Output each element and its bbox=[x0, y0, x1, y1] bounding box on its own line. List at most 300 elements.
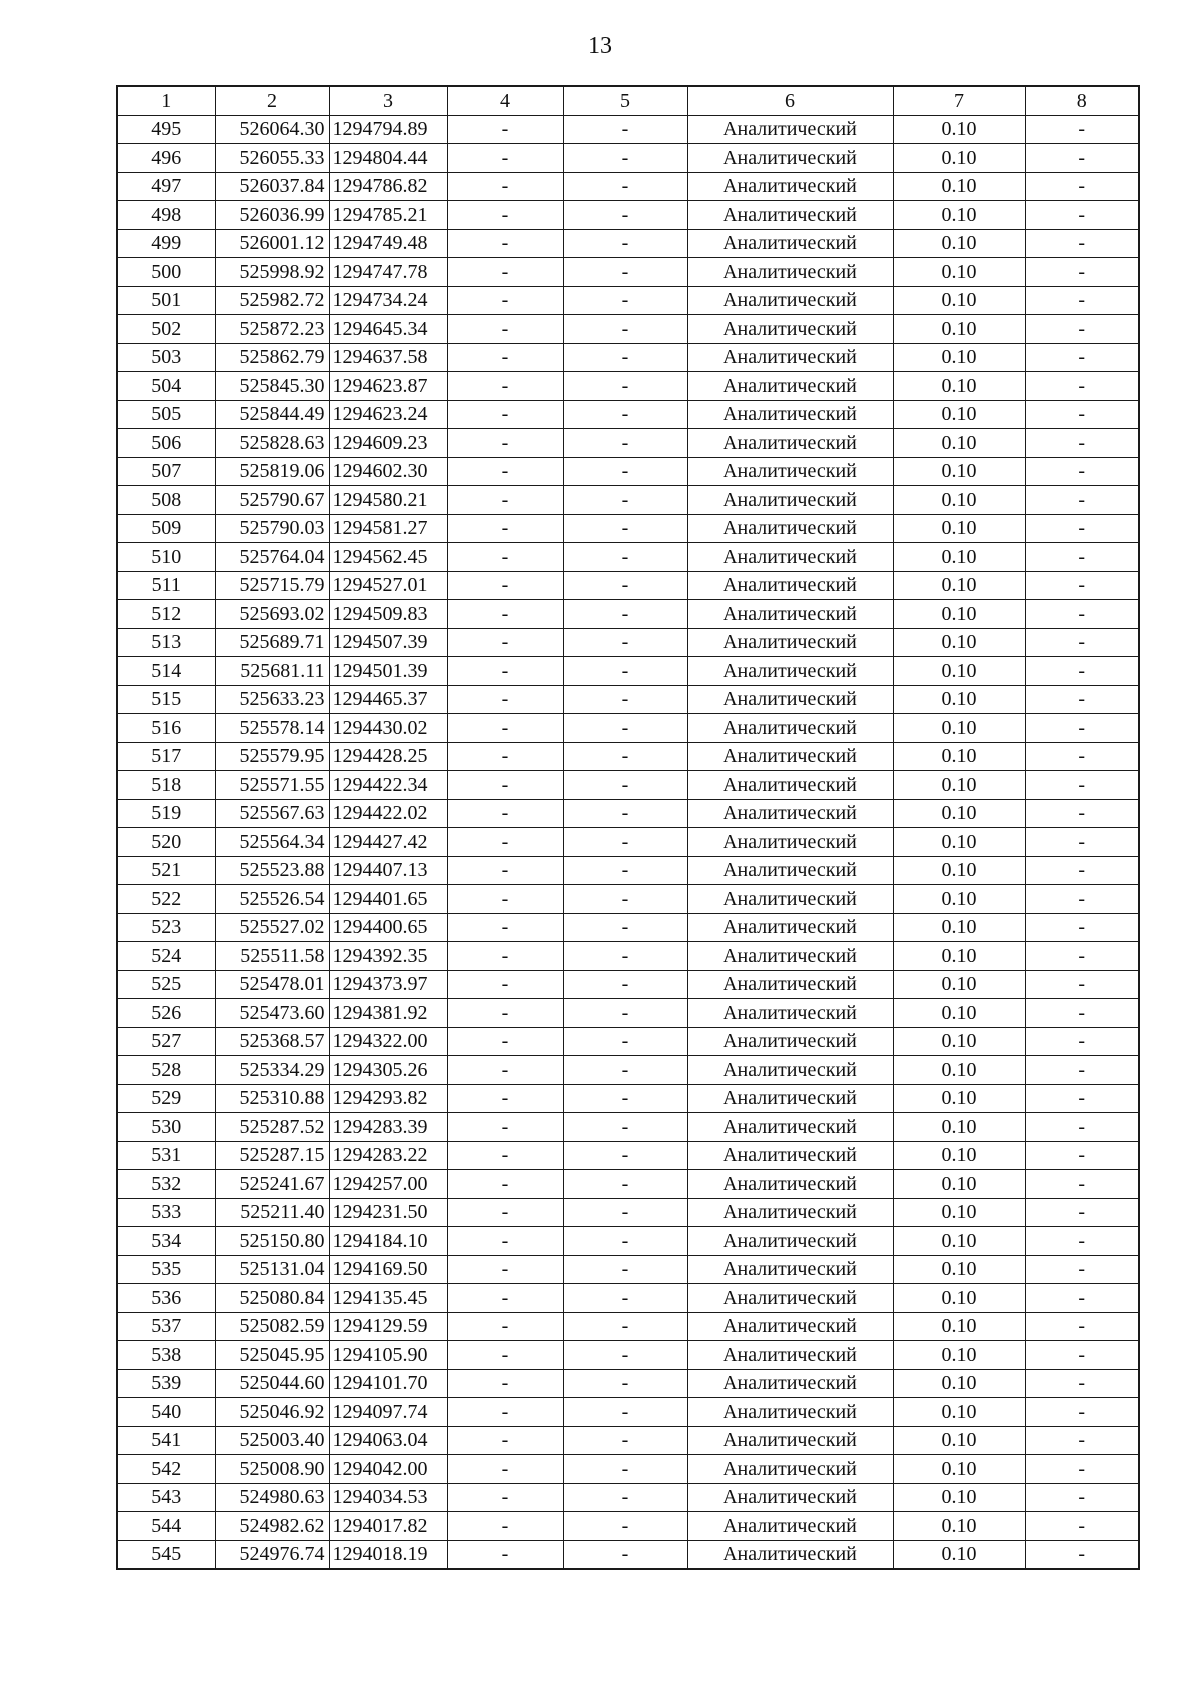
table-row bbox=[117, 1198, 1139, 1227]
column-5-cell: - bbox=[563, 856, 687, 885]
column-8-cell: - bbox=[1025, 799, 1139, 828]
point-number-cell: 530 bbox=[117, 1113, 215, 1142]
column-4-cell: - bbox=[447, 1084, 563, 1113]
point-number-cell: 529 bbox=[117, 1084, 215, 1113]
column-4-cell: - bbox=[447, 514, 563, 543]
column-8-cell: - bbox=[1025, 372, 1139, 401]
column-5-cell: - bbox=[563, 1198, 687, 1227]
x-coordinate-cell: 526055.33 bbox=[215, 144, 329, 173]
column-5-cell: - bbox=[563, 1056, 687, 1085]
header-cell-8: 8 bbox=[1025, 86, 1139, 115]
column-4-cell: - bbox=[447, 115, 563, 144]
method-cell: Аналитический bbox=[687, 457, 893, 486]
method-cell: Аналитический bbox=[687, 1141, 893, 1170]
column-5-cell: - bbox=[563, 1369, 687, 1398]
point-number-cell: 498 bbox=[117, 201, 215, 230]
method-cell: Аналитический bbox=[687, 372, 893, 401]
column-5-cell: - bbox=[563, 799, 687, 828]
column-5-cell: - bbox=[563, 742, 687, 771]
point-number-cell: 512 bbox=[117, 600, 215, 629]
method-cell: Аналитический bbox=[687, 628, 893, 657]
table-row bbox=[117, 1426, 1139, 1455]
column-5-cell: - bbox=[563, 1027, 687, 1056]
table-row bbox=[117, 201, 1139, 230]
column-4-cell: - bbox=[447, 372, 563, 401]
accuracy-cell: 0.10 bbox=[893, 457, 1025, 486]
column-8-cell: - bbox=[1025, 1027, 1139, 1056]
column-8-cell: - bbox=[1025, 1056, 1139, 1085]
column-5-cell: - bbox=[563, 286, 687, 315]
method-cell: Аналитический bbox=[687, 1455, 893, 1484]
y-coordinate-cell: 1294623.24 bbox=[329, 400, 447, 429]
y-coordinate-cell: 1294401.65 bbox=[329, 885, 447, 914]
column-5-cell: - bbox=[563, 144, 687, 173]
column-5-cell: - bbox=[563, 514, 687, 543]
column-4-cell: - bbox=[447, 1170, 563, 1199]
column-4-cell: - bbox=[447, 1198, 563, 1227]
table-row bbox=[117, 1113, 1139, 1142]
x-coordinate-cell: 525473.60 bbox=[215, 999, 329, 1028]
accuracy-cell: 0.10 bbox=[893, 1512, 1025, 1541]
column-8-cell: - bbox=[1025, 999, 1139, 1028]
y-coordinate-cell: 1294749.48 bbox=[329, 229, 447, 258]
point-number-cell: 544 bbox=[117, 1512, 215, 1541]
column-5-cell: - bbox=[563, 942, 687, 971]
method-cell: Аналитический bbox=[687, 999, 893, 1028]
column-8-cell: - bbox=[1025, 1312, 1139, 1341]
column-8-cell: - bbox=[1025, 942, 1139, 971]
y-coordinate-cell: 1294042.00 bbox=[329, 1455, 447, 1484]
y-coordinate-cell: 1294422.02 bbox=[329, 799, 447, 828]
point-number-cell: 504 bbox=[117, 372, 215, 401]
method-cell: Аналитический bbox=[687, 144, 893, 173]
column-4-cell: - bbox=[447, 315, 563, 344]
method-cell: Аналитический bbox=[687, 571, 893, 600]
accuracy-cell: 0.10 bbox=[893, 742, 1025, 771]
x-coordinate-cell: 525080.84 bbox=[215, 1284, 329, 1313]
method-cell: Аналитический bbox=[687, 714, 893, 743]
y-coordinate-cell: 1294804.44 bbox=[329, 144, 447, 173]
accuracy-cell: 0.10 bbox=[893, 486, 1025, 515]
accuracy-cell: 0.10 bbox=[893, 1141, 1025, 1170]
column-8-cell: - bbox=[1025, 1084, 1139, 1113]
column-4-cell: - bbox=[447, 1540, 563, 1569]
y-coordinate-cell: 1294392.35 bbox=[329, 942, 447, 971]
y-coordinate-cell: 1294034.53 bbox=[329, 1483, 447, 1512]
table-row bbox=[117, 1084, 1139, 1113]
point-number-cell: 503 bbox=[117, 343, 215, 372]
x-coordinate-cell: 525334.29 bbox=[215, 1056, 329, 1085]
column-8-cell: - bbox=[1025, 856, 1139, 885]
column-4-cell: - bbox=[447, 1398, 563, 1427]
method-cell: Аналитический bbox=[687, 970, 893, 999]
accuracy-cell: 0.10 bbox=[893, 1227, 1025, 1256]
accuracy-cell: 0.10 bbox=[893, 1312, 1025, 1341]
point-number-cell: 521 bbox=[117, 856, 215, 885]
y-coordinate-cell: 1294465.37 bbox=[329, 685, 447, 714]
y-coordinate-cell: 1294580.21 bbox=[329, 486, 447, 515]
y-coordinate-cell: 1294562.45 bbox=[329, 543, 447, 572]
method-cell: Аналитический bbox=[687, 885, 893, 914]
y-coordinate-cell: 1294293.82 bbox=[329, 1084, 447, 1113]
point-number-cell: 514 bbox=[117, 657, 215, 686]
table-row bbox=[117, 1398, 1139, 1427]
method-cell: Аналитический bbox=[687, 685, 893, 714]
y-coordinate-cell: 1294427.42 bbox=[329, 828, 447, 857]
x-coordinate-cell: 525998.92 bbox=[215, 258, 329, 287]
column-5-cell: - bbox=[563, 1540, 687, 1569]
x-coordinate-cell: 525790.03 bbox=[215, 514, 329, 543]
table-row bbox=[117, 742, 1139, 771]
table-row bbox=[117, 571, 1139, 600]
point-number-cell: 545 bbox=[117, 1540, 215, 1569]
method-cell: Аналитический bbox=[687, 657, 893, 686]
table-row bbox=[117, 343, 1139, 372]
header-cell-5: 5 bbox=[563, 86, 687, 115]
y-coordinate-cell: 1294400.65 bbox=[329, 913, 447, 942]
table-row bbox=[117, 714, 1139, 743]
column-8-cell: - bbox=[1025, 400, 1139, 429]
method-cell: Аналитический bbox=[687, 1056, 893, 1085]
column-5-cell: - bbox=[563, 1398, 687, 1427]
column-4-cell: - bbox=[447, 1369, 563, 1398]
column-5-cell: - bbox=[563, 714, 687, 743]
column-8-cell: - bbox=[1025, 714, 1139, 743]
method-cell: Аналитический bbox=[687, 1483, 893, 1512]
coordinates-table bbox=[116, 85, 1140, 1570]
column-8-cell: - bbox=[1025, 1426, 1139, 1455]
accuracy-cell: 0.10 bbox=[893, 1284, 1025, 1313]
accuracy-cell: 0.10 bbox=[893, 258, 1025, 287]
y-coordinate-cell: 1294063.04 bbox=[329, 1426, 447, 1455]
column-5-cell: - bbox=[563, 115, 687, 144]
x-coordinate-cell: 526064.30 bbox=[215, 115, 329, 144]
column-5-cell: - bbox=[563, 970, 687, 999]
point-number-cell: 506 bbox=[117, 429, 215, 458]
table-row bbox=[117, 1341, 1139, 1370]
method-cell: Аналитический bbox=[687, 1170, 893, 1199]
column-4-cell: - bbox=[447, 799, 563, 828]
table-row bbox=[117, 258, 1139, 287]
y-coordinate-cell: 1294786.82 bbox=[329, 172, 447, 201]
y-coordinate-cell: 1294645.34 bbox=[329, 315, 447, 344]
table-row bbox=[117, 799, 1139, 828]
table-body bbox=[117, 115, 1139, 1569]
column-4-cell: - bbox=[447, 1512, 563, 1541]
column-4-cell: - bbox=[447, 1056, 563, 1085]
x-coordinate-cell: 526037.84 bbox=[215, 172, 329, 201]
column-5-cell: - bbox=[563, 1227, 687, 1256]
y-coordinate-cell: 1294785.21 bbox=[329, 201, 447, 230]
method-cell: Аналитический bbox=[687, 514, 893, 543]
method-cell: Аналитический bbox=[687, 1540, 893, 1569]
x-coordinate-cell: 525046.92 bbox=[215, 1398, 329, 1427]
y-coordinate-cell: 1294257.00 bbox=[329, 1170, 447, 1199]
point-number-cell: 523 bbox=[117, 913, 215, 942]
method-cell: Аналитический bbox=[687, 771, 893, 800]
x-coordinate-cell: 525578.14 bbox=[215, 714, 329, 743]
method-cell: Аналитический bbox=[687, 229, 893, 258]
table-row bbox=[117, 628, 1139, 657]
column-5-cell: - bbox=[563, 828, 687, 857]
point-number-cell: 502 bbox=[117, 315, 215, 344]
accuracy-cell: 0.10 bbox=[893, 999, 1025, 1028]
column-8-cell: - bbox=[1025, 1284, 1139, 1313]
accuracy-cell: 0.10 bbox=[893, 201, 1025, 230]
method-cell: Аналитический bbox=[687, 799, 893, 828]
accuracy-cell: 0.10 bbox=[893, 1255, 1025, 1284]
column-5-cell: - bbox=[563, 1170, 687, 1199]
method-cell: Аналитический bbox=[687, 343, 893, 372]
column-5-cell: - bbox=[563, 400, 687, 429]
y-coordinate-cell: 1294734.24 bbox=[329, 286, 447, 315]
method-cell: Аналитический bbox=[687, 315, 893, 344]
point-number-cell: 542 bbox=[117, 1455, 215, 1484]
point-number-cell: 540 bbox=[117, 1398, 215, 1427]
column-8-cell: - bbox=[1025, 315, 1139, 344]
table-row bbox=[117, 1483, 1139, 1512]
column-5-cell: - bbox=[563, 201, 687, 230]
point-number-cell: 495 bbox=[117, 115, 215, 144]
method-cell: Аналитический bbox=[687, 1426, 893, 1455]
column-8-cell: - bbox=[1025, 286, 1139, 315]
x-coordinate-cell: 526001.12 bbox=[215, 229, 329, 258]
x-coordinate-cell: 525150.80 bbox=[215, 1227, 329, 1256]
method-cell: Аналитический bbox=[687, 1284, 893, 1313]
point-number-cell: 513 bbox=[117, 628, 215, 657]
point-number-cell: 537 bbox=[117, 1312, 215, 1341]
point-number-cell: 510 bbox=[117, 543, 215, 572]
x-coordinate-cell: 525211.40 bbox=[215, 1198, 329, 1227]
y-coordinate-cell: 1294381.92 bbox=[329, 999, 447, 1028]
table-row bbox=[117, 657, 1139, 686]
column-8-cell: - bbox=[1025, 115, 1139, 144]
table-row bbox=[117, 885, 1139, 914]
column-4-cell: - bbox=[447, 714, 563, 743]
column-4-cell: - bbox=[447, 172, 563, 201]
y-coordinate-cell: 1294428.25 bbox=[329, 742, 447, 771]
accuracy-cell: 0.10 bbox=[893, 828, 1025, 857]
accuracy-cell: 0.10 bbox=[893, 1455, 1025, 1484]
point-number-cell: 543 bbox=[117, 1483, 215, 1512]
x-coordinate-cell: 525693.02 bbox=[215, 600, 329, 629]
header-row bbox=[117, 86, 1139, 115]
column-4-cell: - bbox=[447, 286, 563, 315]
method-cell: Аналитический bbox=[687, 543, 893, 572]
column-8-cell: - bbox=[1025, 258, 1139, 287]
accuracy-cell: 0.10 bbox=[893, 1426, 1025, 1455]
point-number-cell: 527 bbox=[117, 1027, 215, 1056]
column-4-cell: - bbox=[447, 771, 563, 800]
column-5-cell: - bbox=[563, 885, 687, 914]
method-cell: Аналитический bbox=[687, 1198, 893, 1227]
column-8-cell: - bbox=[1025, 1170, 1139, 1199]
column-4-cell: - bbox=[447, 742, 563, 771]
point-number-cell: 522 bbox=[117, 885, 215, 914]
header-cell-4: 4 bbox=[447, 86, 563, 115]
x-coordinate-cell: 525003.40 bbox=[215, 1426, 329, 1455]
column-8-cell: - bbox=[1025, 571, 1139, 600]
table-row bbox=[117, 1141, 1139, 1170]
y-coordinate-cell: 1294305.26 bbox=[329, 1056, 447, 1085]
accuracy-cell: 0.10 bbox=[893, 400, 1025, 429]
column-8-cell: - bbox=[1025, 771, 1139, 800]
column-8-cell: - bbox=[1025, 1255, 1139, 1284]
table-row bbox=[117, 514, 1139, 543]
column-8-cell: - bbox=[1025, 913, 1139, 942]
column-4-cell: - bbox=[447, 600, 563, 629]
accuracy-cell: 0.10 bbox=[893, 913, 1025, 942]
x-coordinate-cell: 525844.49 bbox=[215, 400, 329, 429]
column-4-cell: - bbox=[447, 1483, 563, 1512]
column-5-cell: - bbox=[563, 315, 687, 344]
column-4-cell: - bbox=[447, 144, 563, 173]
table-row bbox=[117, 486, 1139, 515]
column-5-cell: - bbox=[563, 999, 687, 1028]
y-coordinate-cell: 1294430.02 bbox=[329, 714, 447, 743]
header-cell-7: 7 bbox=[893, 86, 1025, 115]
x-coordinate-cell: 525287.15 bbox=[215, 1141, 329, 1170]
table-row bbox=[117, 1369, 1139, 1398]
y-coordinate-cell: 1294623.87 bbox=[329, 372, 447, 401]
header-cell-3: 3 bbox=[329, 86, 447, 115]
table-row bbox=[117, 970, 1139, 999]
y-coordinate-cell: 1294184.10 bbox=[329, 1227, 447, 1256]
column-8-cell: - bbox=[1025, 486, 1139, 515]
point-number-cell: 509 bbox=[117, 514, 215, 543]
accuracy-cell: 0.10 bbox=[893, 543, 1025, 572]
table-row bbox=[117, 942, 1139, 971]
point-number-cell: 507 bbox=[117, 457, 215, 486]
table-row bbox=[117, 913, 1139, 942]
table-row bbox=[117, 856, 1139, 885]
x-coordinate-cell: 525571.55 bbox=[215, 771, 329, 800]
x-coordinate-cell: 526036.99 bbox=[215, 201, 329, 230]
x-coordinate-cell: 525131.04 bbox=[215, 1255, 329, 1284]
point-number-cell: 516 bbox=[117, 714, 215, 743]
column-8-cell: - bbox=[1025, 742, 1139, 771]
x-coordinate-cell: 525564.34 bbox=[215, 828, 329, 857]
y-coordinate-cell: 1294169.50 bbox=[329, 1255, 447, 1284]
accuracy-cell: 0.10 bbox=[893, 343, 1025, 372]
table-row bbox=[117, 315, 1139, 344]
y-coordinate-cell: 1294509.83 bbox=[329, 600, 447, 629]
column-4-cell: - bbox=[447, 913, 563, 942]
accuracy-cell: 0.10 bbox=[893, 571, 1025, 600]
table-row bbox=[117, 229, 1139, 258]
y-coordinate-cell: 1294527.01 bbox=[329, 571, 447, 600]
column-5-cell: - bbox=[563, 1084, 687, 1113]
x-coordinate-cell: 525045.95 bbox=[215, 1341, 329, 1370]
point-number-cell: 524 bbox=[117, 942, 215, 971]
point-number-cell: 497 bbox=[117, 172, 215, 201]
method-cell: Аналитический bbox=[687, 115, 893, 144]
table-row bbox=[117, 1455, 1139, 1484]
x-coordinate-cell: 525845.30 bbox=[215, 372, 329, 401]
x-coordinate-cell: 525579.95 bbox=[215, 742, 329, 771]
column-8-cell: - bbox=[1025, 1483, 1139, 1512]
column-5-cell: - bbox=[563, 1255, 687, 1284]
accuracy-cell: 0.10 bbox=[893, 771, 1025, 800]
method-cell: Аналитический bbox=[687, 1084, 893, 1113]
accuracy-cell: 0.10 bbox=[893, 115, 1025, 144]
x-coordinate-cell: 525368.57 bbox=[215, 1027, 329, 1056]
accuracy-cell: 0.10 bbox=[893, 1056, 1025, 1085]
method-cell: Аналитический bbox=[687, 1398, 893, 1427]
method-cell: Аналитический bbox=[687, 486, 893, 515]
point-number-cell: 500 bbox=[117, 258, 215, 287]
column-5-cell: - bbox=[563, 429, 687, 458]
point-number-cell: 511 bbox=[117, 571, 215, 600]
y-coordinate-cell: 1294794.89 bbox=[329, 115, 447, 144]
column-8-cell: - bbox=[1025, 144, 1139, 173]
table-row bbox=[117, 172, 1139, 201]
point-number-cell: 528 bbox=[117, 1056, 215, 1085]
column-5-cell: - bbox=[563, 913, 687, 942]
column-5-cell: - bbox=[563, 1141, 687, 1170]
table-row bbox=[117, 1312, 1139, 1341]
column-5-cell: - bbox=[563, 172, 687, 201]
accuracy-cell: 0.10 bbox=[893, 1540, 1025, 1569]
y-coordinate-cell: 1294101.70 bbox=[329, 1369, 447, 1398]
column-5-cell: - bbox=[563, 1284, 687, 1313]
column-5-cell: - bbox=[563, 1455, 687, 1484]
accuracy-cell: 0.10 bbox=[893, 286, 1025, 315]
column-5-cell: - bbox=[563, 1113, 687, 1142]
column-5-cell: - bbox=[563, 1483, 687, 1512]
column-4-cell: - bbox=[447, 856, 563, 885]
accuracy-cell: 0.10 bbox=[893, 714, 1025, 743]
accuracy-cell: 0.10 bbox=[893, 970, 1025, 999]
accuracy-cell: 0.10 bbox=[893, 856, 1025, 885]
table-row bbox=[117, 1540, 1139, 1569]
method-cell: Аналитический bbox=[687, 856, 893, 885]
column-4-cell: - bbox=[447, 628, 563, 657]
table-row bbox=[117, 543, 1139, 572]
method-cell: Аналитический bbox=[687, 1312, 893, 1341]
table-row bbox=[117, 600, 1139, 629]
x-coordinate-cell: 525862.79 bbox=[215, 343, 329, 372]
accuracy-cell: 0.10 bbox=[893, 1483, 1025, 1512]
x-coordinate-cell: 525527.02 bbox=[215, 913, 329, 942]
column-4-cell: - bbox=[447, 1227, 563, 1256]
y-coordinate-cell: 1294283.39 bbox=[329, 1113, 447, 1142]
x-coordinate-cell: 525082.59 bbox=[215, 1312, 329, 1341]
table-row bbox=[117, 1227, 1139, 1256]
table-row bbox=[117, 1056, 1139, 1085]
y-coordinate-cell: 1294129.59 bbox=[329, 1312, 447, 1341]
accuracy-cell: 0.10 bbox=[893, 628, 1025, 657]
point-number-cell: 531 bbox=[117, 1141, 215, 1170]
table-row bbox=[117, 1512, 1139, 1541]
accuracy-cell: 0.10 bbox=[893, 1170, 1025, 1199]
point-number-cell: 536 bbox=[117, 1284, 215, 1313]
table-row bbox=[117, 429, 1139, 458]
point-number-cell: 535 bbox=[117, 1255, 215, 1284]
method-cell: Аналитический bbox=[687, 1255, 893, 1284]
accuracy-cell: 0.10 bbox=[893, 942, 1025, 971]
column-8-cell: - bbox=[1025, 201, 1139, 230]
x-coordinate-cell: 525790.67 bbox=[215, 486, 329, 515]
column-5-cell: - bbox=[563, 486, 687, 515]
point-number-cell: 520 bbox=[117, 828, 215, 857]
column-4-cell: - bbox=[447, 1455, 563, 1484]
point-number-cell: 541 bbox=[117, 1426, 215, 1455]
accuracy-cell: 0.10 bbox=[893, 1084, 1025, 1113]
column-4-cell: - bbox=[447, 1426, 563, 1455]
table-row bbox=[117, 1255, 1139, 1284]
column-8-cell: - bbox=[1025, 1455, 1139, 1484]
